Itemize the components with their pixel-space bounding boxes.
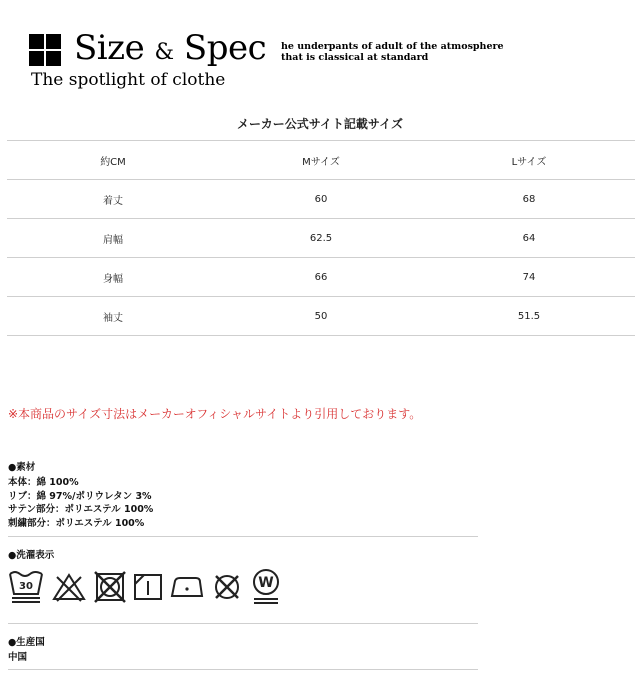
row-value-m: 66 [314, 271, 328, 283]
section-divider [8, 669, 478, 670]
column-header-m: Mサイズ [302, 156, 340, 168]
material-line: 刺繍部分：ポリエステル 100% [8, 517, 145, 529]
logo-title [74, 28, 266, 73]
logo-tagline-line-1: he underpants of adult of the atmosphere [281, 41, 504, 52]
row-label: 身幅 [103, 273, 123, 285]
row-value-m: 50 [314, 310, 328, 322]
section-divider [8, 623, 478, 624]
material-section [8, 459, 153, 530]
row-value-l: 51.5 [517, 310, 541, 322]
care-icons [8, 567, 282, 607]
table-row [7, 219, 635, 258]
iron-low-icon [170, 572, 204, 602]
logo-tagline-line-2: that is classical at standard [281, 52, 429, 63]
table-row [7, 180, 635, 219]
origin-heading: ●生産国 [8, 637, 45, 648]
row-value-l: 74 [522, 271, 536, 283]
table-row [7, 258, 635, 297]
size-table [7, 140, 635, 336]
logo-squares-icon [29, 34, 61, 66]
size-table-title: メーカー公式サイト記載サイズ [237, 117, 403, 131]
no-dry-clean-icon [211, 571, 243, 603]
care-section [8, 547, 54, 564]
material-heading: ●素材 [8, 462, 36, 473]
logo-subtitle: The spotlight of clothe [31, 70, 226, 90]
logo-tagline [281, 41, 504, 63]
column-header-unit: 約CM [100, 156, 126, 168]
material-line: サテン部分：ポリエステル 100% [8, 504, 154, 515]
row-label: 肩幅 [103, 234, 123, 246]
wet-clean-letter: W [258, 575, 274, 591]
section-divider [8, 536, 478, 537]
no-bleach-icon [51, 572, 87, 602]
line-dry-shade-icon [133, 572, 163, 602]
size-notice: ※本商品のサイズ寸法はメーカーオフィシャルサイトより引用しております。 [8, 407, 422, 421]
row-value-m: 60 [314, 193, 328, 205]
row-label: 着丈 [103, 195, 123, 207]
care-heading: ●洗濯表示 [8, 550, 55, 561]
no-tumble-dry-icon [94, 571, 126, 603]
row-value-l: 64 [522, 232, 536, 244]
logo-title-main: Size [74, 28, 145, 68]
origin-value: 中国 [8, 652, 28, 663]
material-line: 本体：綿 100% [8, 477, 79, 488]
size-table-header-row [7, 140, 635, 180]
row-value-l: 68 [522, 193, 536, 205]
origin-section [8, 634, 45, 665]
column-header-l: Lサイズ [511, 156, 547, 168]
material-line: リブ：綿 97%/ポリウレタン 3% [8, 490, 152, 502]
header [0, 0, 640, 100]
wash-30-icon [8, 570, 44, 604]
table-row [7, 297, 635, 336]
row-value-m: 62.5 [309, 232, 333, 244]
wet-clean-icon [250, 567, 282, 607]
logo-title-amp: & [154, 40, 174, 65]
logo-title-end: Spec [183, 28, 267, 68]
row-label: 袖丈 [103, 312, 123, 324]
wash-temp-label: 30 [19, 581, 33, 592]
